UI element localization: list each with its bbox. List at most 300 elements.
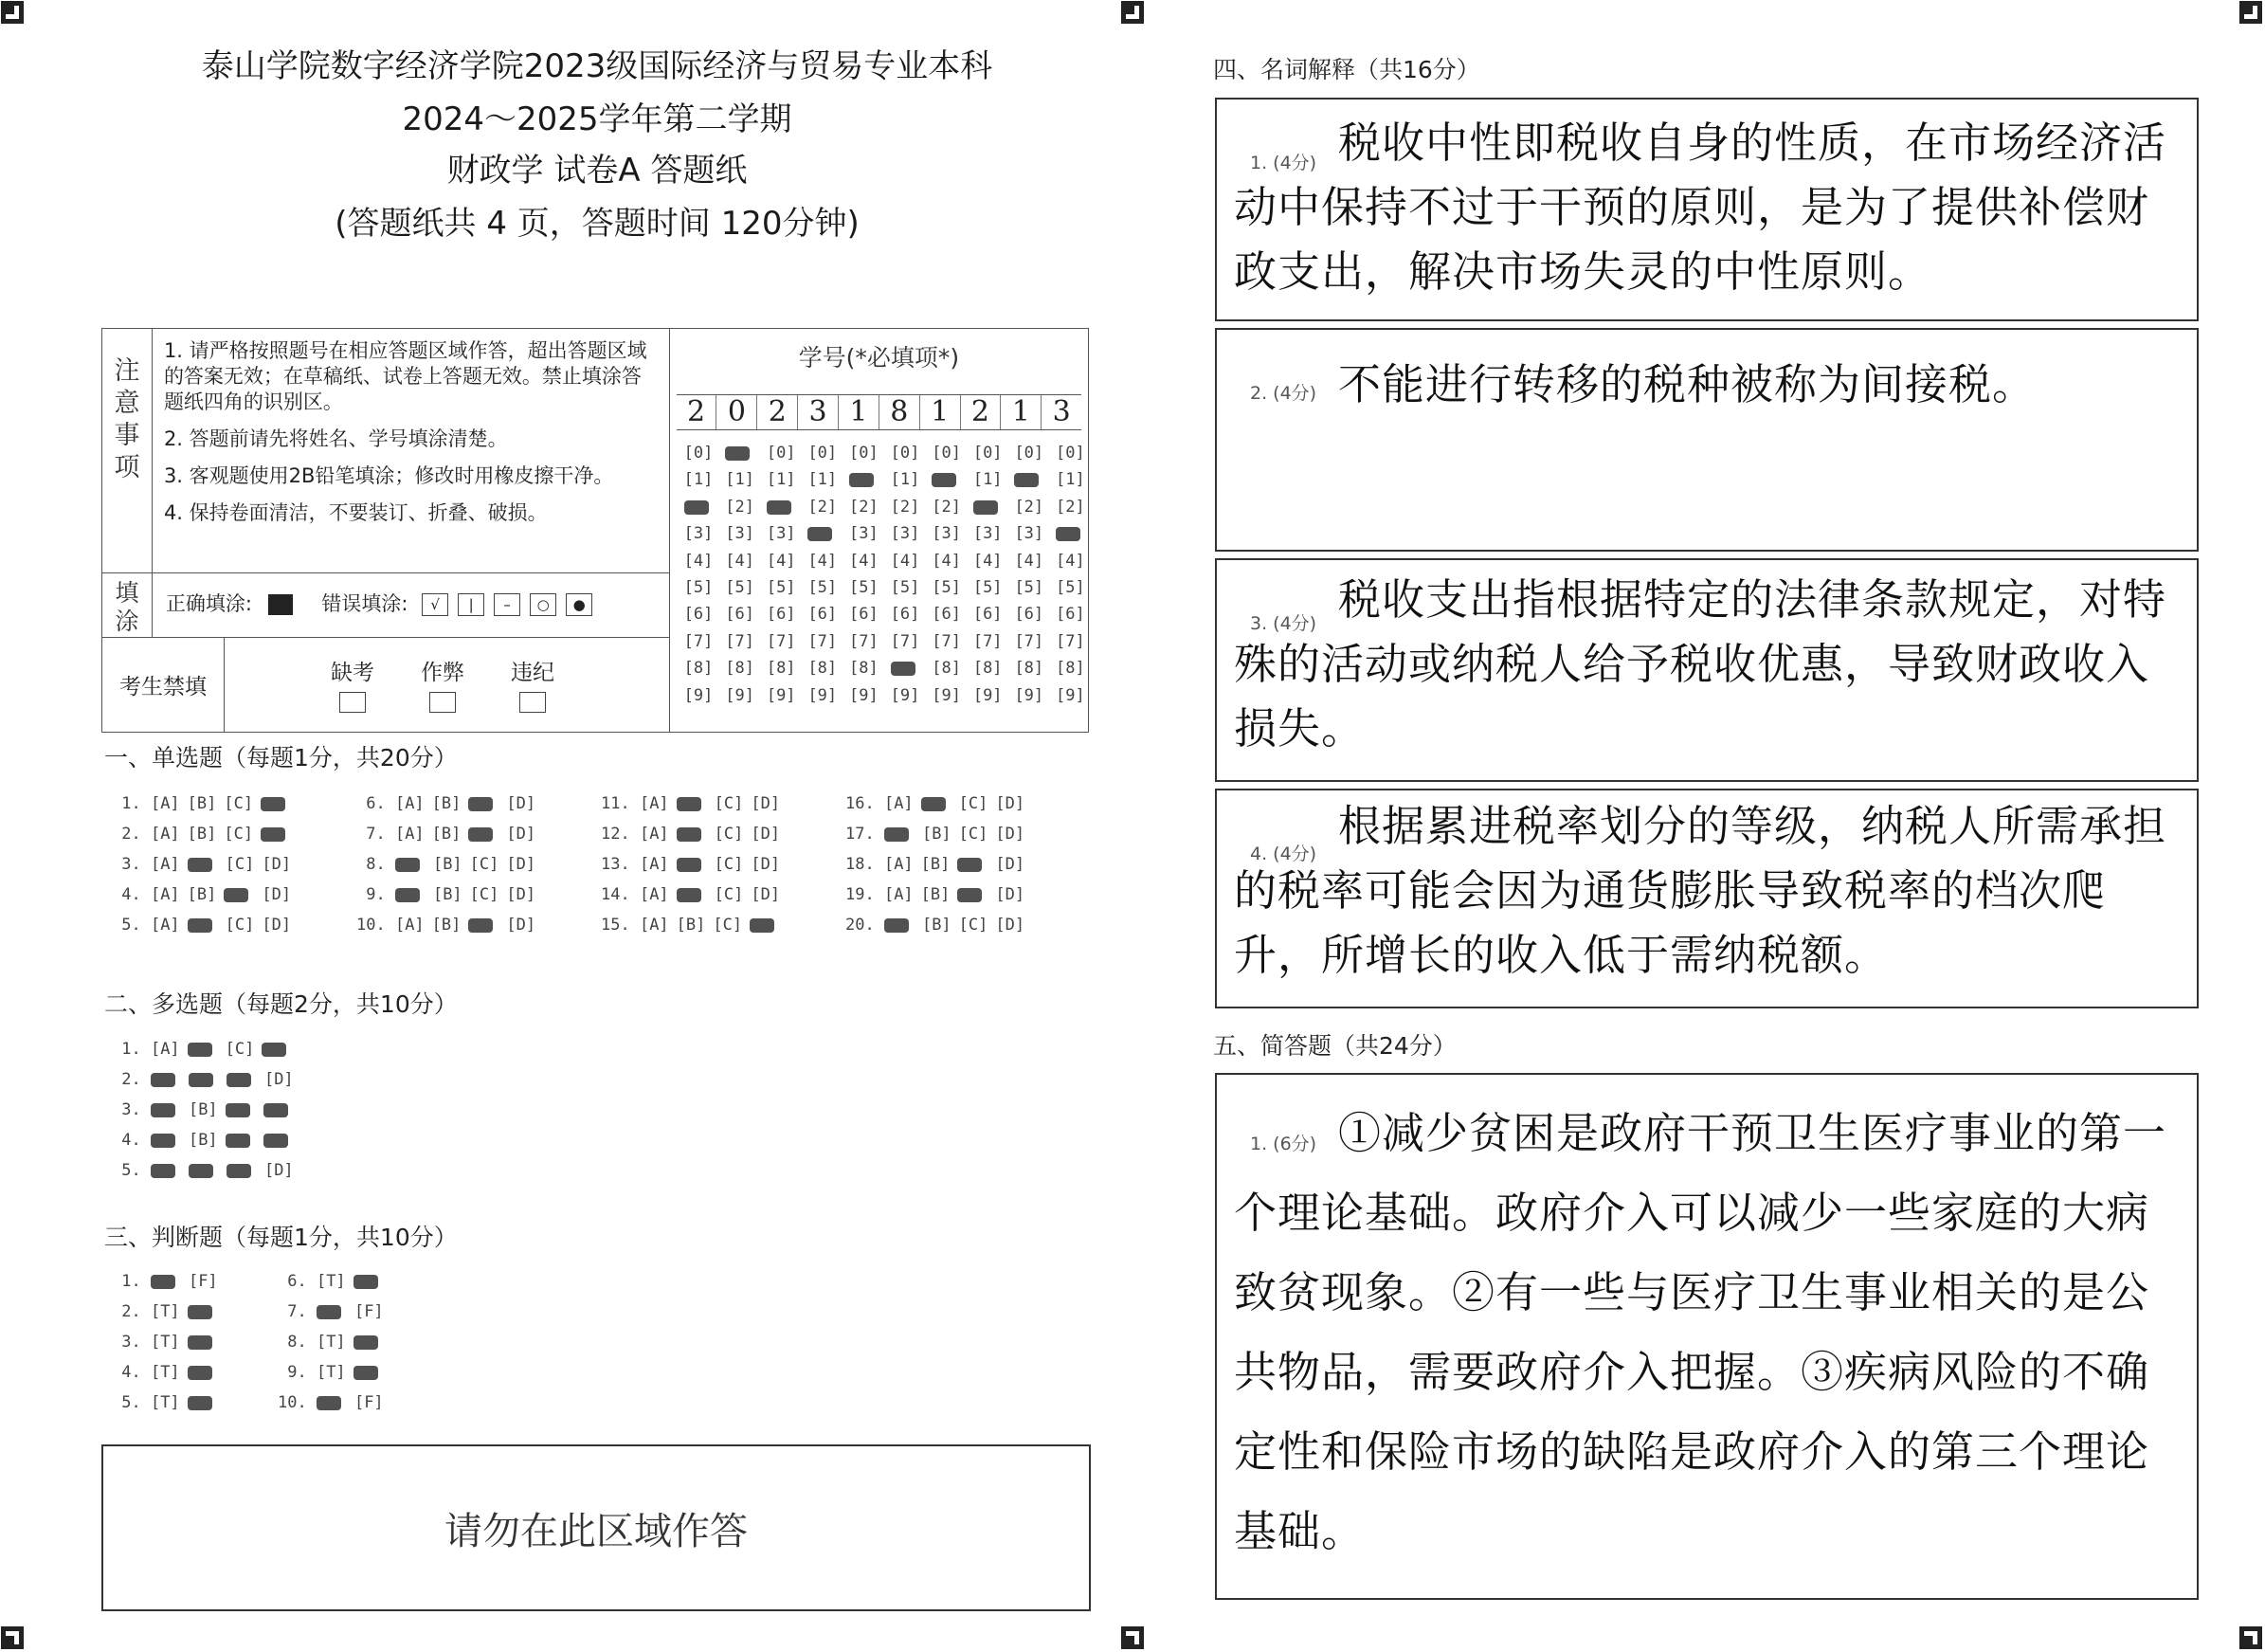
student-id-bubble[interactable] [849,473,874,487]
single-choice-option[interactable]: [D] [506,855,536,874]
student-id-bubble[interactable]: [0] [766,444,796,463]
true-false-option[interactable] [151,1275,175,1289]
single-choice-option[interactable]: [B] [676,916,706,935]
multi-choice-option[interactable] [189,1164,213,1178]
single-choice-option[interactable]: [C] [225,855,255,874]
single-choice-question[interactable] [845,916,1032,935]
student-id-bubble[interactable]: [7] [683,631,714,651]
single-choice-option[interactable] [395,858,420,872]
wrong-fill-label: 错误填涂: [321,592,408,615]
multi-choice-number: 1. [112,1040,151,1059]
student-id-bubble[interactable]: [1] [1056,470,1085,490]
true-false-option[interactable] [188,1366,212,1380]
single-choice-question[interactable] [601,855,788,874]
single-choice-option[interactable] [957,858,982,872]
student-id-bubble[interactable]: [1] [807,470,838,490]
single-choice-option[interactable]: [C] [958,825,988,844]
single-choice-option[interactable]: [D] [506,825,536,844]
single-choice-option[interactable] [921,797,946,811]
student-id-bubble[interactable]: [1] [683,470,714,490]
multi-choice-number: 3. [112,1100,151,1119]
true-false-option[interactable]: [T] [150,1393,180,1412]
single-choice-option[interactable]: [C] [714,855,744,874]
true-false-option[interactable]: [F] [353,1302,384,1321]
single-choice-option[interactable]: [D] [751,794,781,813]
single-choice-option[interactable]: [C] [224,825,254,844]
student-id-bubble[interactable]: [9] [683,685,714,705]
corner-mark-top-right [2238,0,2263,25]
multi-choice-option[interactable]: [D] [263,1070,294,1089]
student-id-bubble[interactable]: [6] [766,605,796,625]
student-id-digit: 2 [756,395,797,429]
single-choice-option[interactable]: [A] [883,885,914,904]
student-id-bubble[interactable] [1014,473,1039,487]
single-choice-option[interactable]: [D] [262,885,292,904]
student-id-bubble[interactable]: [0] [932,444,961,463]
multi-choice-option[interactable]: [B] [188,1131,218,1150]
term-answer-box-1[interactable] [1215,98,2199,321]
student-id-bubble[interactable]: [9] [1056,685,1085,705]
single-choice-option[interactable]: [D] [995,825,1025,844]
student-id-bubble[interactable]: [5] [766,578,796,597]
single-choice-option[interactable]: [D] [995,885,1025,904]
forbid-item[interactable] [495,655,571,718]
student-id-bubble[interactable]: [4] [725,551,754,571]
student-id-bubble[interactable]: [7] [849,631,879,651]
student-id-bubble[interactable]: [0] [972,444,1003,463]
single-choice-option[interactable] [188,918,212,933]
true-false-option[interactable] [353,1366,378,1380]
single-choice-option[interactable]: [B] [187,885,217,904]
single-choice-option[interactable] [884,827,909,842]
multi-choice-option[interactable]: [C] [225,1040,255,1059]
student-id-bubble[interactable]: [9] [725,685,754,705]
student-id-bubble[interactable]: [3] [683,524,714,544]
student-id-bubble[interactable]: [5] [725,578,754,597]
true-false-number: 1. [112,1272,151,1291]
student-id-bubble[interactable]: [5] [932,578,961,597]
student-id-bubble[interactable]: [4] [849,551,879,571]
term-4-answer: 根据累进税率划分的等级，纳税人所需承担的税率可能会因为通货膨胀导致税率的档次爬升，所增长的收入低于需纳税额。 [1234,801,2167,980]
single-choice-option[interactable]: [C] [469,855,499,874]
student-id-bubble[interactable]: [4] [1014,551,1044,571]
notice-item-3: 3. 客观题使用2B铅笔填涂；修改时用橡皮擦干净。 [163,464,614,487]
student-id-bubble[interactable]: [2] [1014,497,1044,517]
student-id-bubble[interactable]: [2] [1056,497,1085,517]
true-false-option[interactable] [188,1335,212,1350]
true-false-option[interactable]: [F] [188,1272,218,1291]
term-answer-box-2[interactable] [1215,328,2199,552]
student-id-bubble[interactable]: [5] [890,578,920,597]
single-choice-option[interactable]: [A] [150,916,180,935]
single-choice-option[interactable] [261,827,285,842]
student-id-bubble[interactable]: [1] [766,470,796,490]
student-id-bubble[interactable]: [7] [1056,631,1085,651]
single-choice-question[interactable] [112,855,299,874]
student-id-bubble[interactable]: [9] [766,685,796,705]
true-false-option[interactable]: [T] [316,1272,346,1291]
student-id-bubble[interactable]: [0] [807,444,838,463]
student-id-bubble[interactable]: [6] [890,605,920,625]
single-choice-question[interactable] [112,885,299,904]
single-choice-option[interactable] [188,858,212,872]
single-choice-option[interactable]: [A] [639,855,669,874]
student-id-bubble[interactable]: [1] [725,470,754,490]
true-false-option[interactable]: [T] [150,1333,180,1352]
true-false-number: 6. [278,1272,317,1291]
single-choice-option[interactable] [224,888,248,902]
student-id-bubble[interactable]: [0] [1014,444,1044,463]
single-choice-option[interactable]: [C] [958,916,988,935]
true-false-option[interactable]: [T] [316,1333,346,1352]
single-choice-option[interactable] [261,797,285,811]
forbid-item[interactable] [405,655,480,718]
student-id-bubbles [671,430,1087,705]
term-answer-box-4[interactable] [1215,789,2199,1008]
single-choice-option[interactable]: [D] [995,794,1025,813]
student-id-bubble[interactable]: [7] [807,631,838,651]
single-choice-option[interactable]: [A] [883,855,914,874]
multi-choice-question[interactable] [112,1070,301,1089]
student-id-bubble[interactable] [1056,527,1080,541]
student-id-bubble[interactable]: [5] [1056,578,1085,597]
wrong-fill-sample: √ [422,593,448,616]
single-choice-option[interactable]: [A] [394,825,425,844]
single-choice-option[interactable]: [B] [920,855,951,874]
single-choice-option[interactable]: [A] [150,855,180,874]
true-false-number: 4. [112,1363,151,1382]
student-id-bubble[interactable]: [3] [972,524,1003,544]
multi-choice-option[interactable]: [A] [150,1040,180,1059]
single-choice-option[interactable]: [B] [920,885,951,904]
single-choice-option[interactable]: [C] [713,916,743,935]
term-answer-box-3[interactable] [1215,558,2199,782]
forbid-item-checkbox[interactable] [519,692,546,713]
student-id-bubble[interactable]: [7] [932,631,961,651]
single-choice-option[interactable]: [C] [224,794,254,813]
corner-mark-bottom-left [0,1625,25,1650]
single-choice-option[interactable]: [A] [394,916,425,935]
single-choice-question[interactable] [845,885,1032,904]
student-id-bubble[interactable]: [8] [972,659,1003,679]
student-id-bubble[interactable]: [4] [972,551,1003,571]
student-id-bubble[interactable]: [3] [890,524,920,544]
single-choice-question[interactable] [112,825,299,844]
single-choice-option[interactable]: [B] [921,825,951,844]
true-false-option[interactable] [188,1305,212,1319]
multi-choice-option[interactable] [151,1073,175,1087]
true-false-question[interactable] [112,1333,226,1352]
multi-choice-option[interactable]: [B] [188,1100,218,1119]
multi-choice-option[interactable] [263,1134,288,1148]
single-choice-option[interactable] [884,918,909,933]
student-id-bubble[interactable]: [8] [1056,659,1085,679]
single-choice-option[interactable]: [B] [432,855,462,874]
student-id-bubble[interactable] [725,446,750,461]
true-false-question[interactable] [278,1333,391,1352]
true-false-option[interactable]: [T] [316,1363,346,1382]
single-choice-option[interactable]: [D] [262,916,292,935]
single-choice-option[interactable]: [C] [714,885,744,904]
student-id-bubble[interactable]: [0] [890,444,920,463]
student-id-bubble[interactable] [767,500,791,515]
multi-choice-option[interactable] [263,1103,288,1117]
student-id-digit: 3 [1041,395,1081,429]
term-2-points: 2. (4分) [1250,383,1317,404]
multi-choice-number: 5. [112,1161,151,1180]
single-choice-option[interactable]: [B] [921,916,951,935]
student-id-bubble[interactable]: [9] [932,685,961,705]
forbid-item-checkbox[interactable] [429,692,456,713]
single-choice-number: 9. [356,885,395,904]
single-choice-option[interactable]: [A] [394,794,425,813]
student-id-bubble[interactable]: [7] [890,631,920,651]
student-id-bubble[interactable]: [6] [1014,605,1044,625]
true-false-question[interactable] [278,1302,391,1321]
single-choice-option[interactable]: [C] [958,794,988,813]
single-choice-question[interactable] [356,855,543,874]
short-answer-box-1[interactable] [1215,1073,2199,1600]
student-id-bubble[interactable]: [4] [683,551,714,571]
true-false-option[interactable] [188,1396,212,1410]
multi-choice-option[interactable] [226,1164,251,1178]
student-id-bubble[interactable]: [2] [890,497,920,517]
notice-item-1: 1. 请严格按照题号在相应答题区域作答，超出答题区域的答案无效；在草稿纸、试卷上答题无效。禁止填涂答题纸四角的识别区。 [163,339,647,413]
single-choice-option[interactable]: [B] [187,825,217,844]
student-id-bubble[interactable]: [5] [1014,578,1044,597]
single-choice-option[interactable]: [B] [432,885,462,904]
single-choice-option[interactable] [468,918,493,933]
single-choice-question[interactable] [112,916,299,935]
single-choice-option[interactable]: [D] [506,794,536,813]
student-id-bubble[interactable]: [3] [849,524,879,544]
true-false-option[interactable] [353,1275,378,1289]
wrong-fill-sample: ● [566,593,592,616]
student-id-bubble[interactable]: [6] [725,605,754,625]
single-choice-number: 8. [356,855,395,874]
student-id-bubble[interactable]: [8] [683,659,714,679]
student-id-bubble[interactable]: [9] [849,685,879,705]
single-choice-option[interactable] [957,888,982,902]
student-id-bubble[interactable]: [4] [807,551,838,571]
single-choice-option[interactable]: [D] [995,855,1025,874]
true-false-question[interactable] [112,1363,226,1382]
true-false-option[interactable] [317,1305,341,1319]
single-choice-question[interactable] [356,825,543,844]
single-choice-option[interactable]: [A] [150,794,180,813]
multi-choice-option[interactable] [226,1103,250,1117]
true-false-question[interactable] [112,1272,226,1291]
student-id-bubble[interactable]: [5] [807,578,838,597]
student-id-bubble[interactable]: [7] [972,631,1003,651]
student-id-bubble[interactable]: [9] [807,685,838,705]
student-id-bubble[interactable]: [0] [1056,444,1085,463]
student-id-bubble[interactable]: [4] [890,551,920,571]
single-choice-option[interactable]: [B] [431,916,462,935]
true-false-question[interactable] [112,1302,226,1321]
single-choice-question[interactable] [356,885,543,904]
multi-choice-question[interactable] [112,1131,301,1150]
student-id-bubble[interactable]: [4] [1056,551,1085,571]
student-id-bubble[interactable]: [6] [972,605,1003,625]
single-choice-question[interactable] [601,825,788,844]
multi-choice-option[interactable] [151,1134,175,1148]
true-false-option[interactable]: [T] [150,1302,180,1321]
single-choice-option[interactable]: [A] [150,825,180,844]
multi-choice-option[interactable] [262,1043,286,1057]
student-id-bubble[interactable]: [0] [849,444,879,463]
multi-choice-option[interactable] [151,1164,175,1178]
multi-choice-option[interactable] [189,1073,213,1087]
multi-choice-option[interactable] [226,1134,250,1148]
true-false-question[interactable] [278,1272,391,1291]
student-id-bubble[interactable]: [8] [1014,659,1044,679]
student-id-bubble[interactable]: [5] [849,578,879,597]
student-id-bubble[interactable]: [3] [725,524,754,544]
student-id-bubble[interactable]: [2] [932,497,961,517]
student-id-bubble[interactable]: [8] [849,659,879,679]
single-choice-option[interactable]: [B] [431,794,462,813]
student-id-bubble[interactable]: [9] [972,685,1003,705]
single-choice-question[interactable] [601,885,788,904]
single-choice-number: 1. [112,794,151,813]
student-id-bubble[interactable]: [8] [807,659,838,679]
term-3-points: 3. (4分) [1250,613,1317,634]
true-false-number: 10. [278,1393,317,1412]
student-id-bubble[interactable]: [2] [807,497,838,517]
single-choice-option[interactable]: [A] [639,885,669,904]
student-id-bubble[interactable] [807,527,832,541]
single-choice-option[interactable] [677,827,701,842]
student-id-bubble[interactable]: [3] [932,524,961,544]
single-choice-option[interactable]: [D] [995,916,1025,935]
single-choice-number: 2. [112,825,151,844]
single-choice-option[interactable]: [D] [262,855,292,874]
multi-choice-option[interactable] [151,1103,175,1117]
multi-choice-option[interactable] [226,1073,251,1087]
fill-example [152,573,669,638]
student-id-bubble[interactable]: [6] [807,605,838,625]
student-id-bubble[interactable]: [8] [725,659,754,679]
single-choice-option[interactable]: [B] [187,794,217,813]
true-false-question[interactable] [278,1363,391,1382]
student-id-bubble[interactable]: [6] [683,605,714,625]
single-choice-question[interactable] [112,794,299,813]
notice-items [152,329,669,573]
student-id-bubble[interactable]: [5] [972,578,1003,597]
wrong-fill-sample: – [494,593,520,616]
student-id-bubble[interactable]: [7] [766,631,796,651]
single-choice-option[interactable]: [A] [639,825,669,844]
student-id-bubble[interactable]: [6] [1056,605,1085,625]
single-choice-option[interactable]: [A] [150,885,180,904]
single-choice-question[interactable] [601,916,788,935]
student-id-bubble[interactable]: [6] [849,605,879,625]
exam-school-title: 泰山学院数字经济学院2023级国际经济与贸易专业本科 [201,47,993,85]
single-choice-option[interactable] [750,918,774,933]
multi-choice-option[interactable] [188,1043,212,1057]
forbid-item-checkbox[interactable] [339,692,366,713]
term-2-answer: 不能进行转移的税种被称为间接税。 [1338,359,2037,409]
student-id-bubble[interactable]: [9] [890,685,920,705]
student-id-bubble[interactable]: [7] [1014,631,1044,651]
single-choice-option[interactable]: [D] [751,885,781,904]
student-id-bubble[interactable] [932,473,956,487]
student-id-bubble[interactable]: [4] [766,551,796,571]
single-choice-question[interactable] [845,855,1032,874]
student-id-bubble[interactable]: [3] [1014,524,1044,544]
single-choice-number: 20. [845,916,884,935]
single-choice-option[interactable]: [C] [714,825,744,844]
multi-choice-question[interactable] [112,1100,301,1119]
single-choice-option[interactable]: [D] [751,825,781,844]
student-id-bubble[interactable]: [4] [932,551,961,571]
student-id-bubble[interactable]: [7] [725,631,754,651]
student-id-bubble[interactable] [973,500,998,515]
student-id-bubble[interactable]: [2] [725,497,754,517]
student-id-bubble[interactable] [891,662,915,676]
true-false-question[interactable] [278,1393,391,1412]
single-choice-number: 16. [845,794,884,813]
forbid-item[interactable] [315,655,390,718]
student-id-bubble[interactable] [684,500,709,515]
true-false-option[interactable]: [F] [353,1393,384,1412]
single-choice-option[interactable]: [C] [225,916,255,935]
single-choice-option[interactable]: [A] [639,916,669,935]
true-false-option[interactable]: [T] [150,1363,180,1382]
single-choice-option[interactable] [677,888,701,902]
student-id-bubble[interactable]: [8] [766,659,796,679]
student-id-bubble[interactable]: [6] [932,605,961,625]
student-id-bubble[interactable]: [1] [890,470,920,490]
single-choice-option[interactable]: [C] [714,794,744,813]
single-choice-option[interactable] [468,797,493,811]
student-id-bubble[interactable]: [2] [849,497,879,517]
notice-label: 注意事项 [102,329,153,573]
single-choice-option[interactable]: [C] [469,885,499,904]
single-choice-option[interactable] [677,858,701,872]
student-id-bubble[interactable]: [3] [766,524,796,544]
single-choice-question[interactable] [601,794,788,813]
single-choice-option[interactable] [395,888,420,902]
single-choice-question[interactable] [356,916,543,935]
single-choice-option[interactable] [677,797,701,811]
single-choice-question[interactable] [356,794,543,813]
single-choice-option[interactable]: [D] [506,916,536,935]
multi-choice-option[interactable]: [D] [263,1161,294,1180]
single-choice-option[interactable]: [D] [751,855,781,874]
single-choice-option[interactable]: [A] [883,794,914,813]
true-false-option[interactable] [317,1396,341,1410]
exam-paper-title: 财政学 试卷A 答题纸 [446,152,748,190]
student-id-bubble[interactable]: [1] [972,470,1003,490]
single-choice-option[interactable]: [B] [431,825,462,844]
student-id-bubble[interactable]: [8] [932,659,961,679]
true-false-question[interactable] [112,1393,226,1412]
multi-choice-question[interactable] [112,1040,299,1059]
true-false-option[interactable] [353,1335,378,1350]
student-id-bubble[interactable]: [5] [683,578,714,597]
student-id-bubble[interactable]: [0] [683,444,714,463]
single-choice-question[interactable] [845,825,1032,844]
multi-choice-question[interactable] [112,1161,301,1180]
single-choice-question[interactable] [845,794,1032,813]
student-id-bubble[interactable]: [9] [1014,685,1044,705]
single-choice-option[interactable] [468,827,493,842]
single-choice-option[interactable]: [A] [639,794,669,813]
single-choice-option[interactable]: [D] [506,885,536,904]
true-false-number: 8. [278,1333,317,1352]
